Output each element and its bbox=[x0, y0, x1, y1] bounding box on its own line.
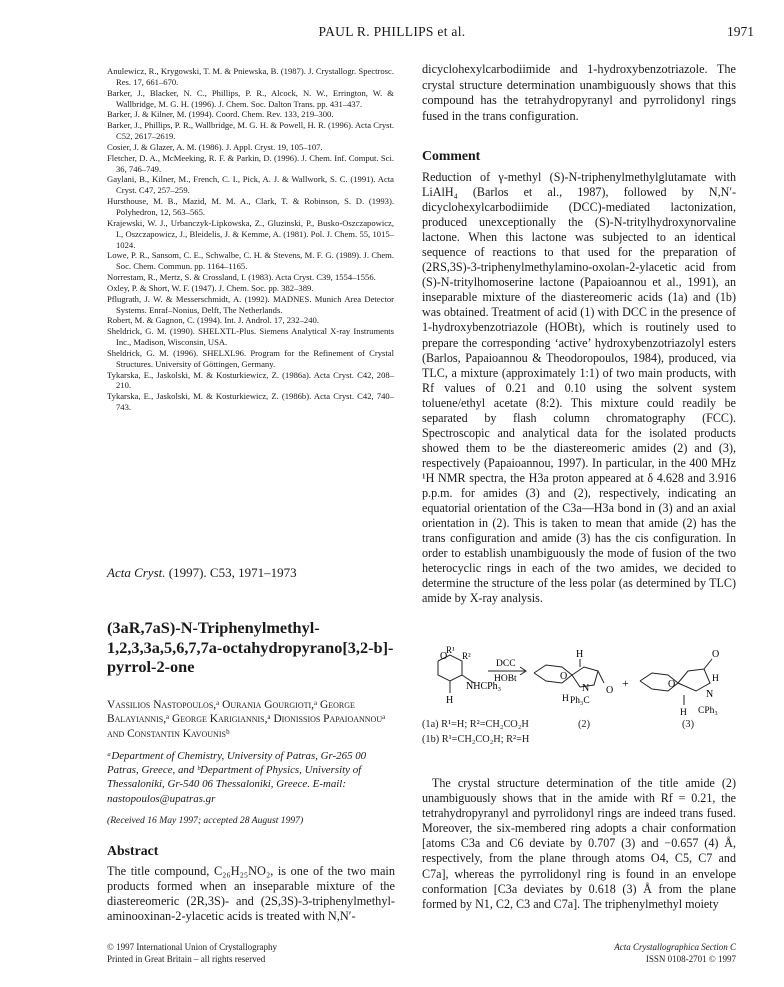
affiliation: ᵃDepartment of Chemistry, University of Patras, Gr-265 00 Patras, Greece, and ᵇDepartment of Physics, University of Thessaloniki, Gr-540 06 Thessaloniki, Greece. E-mail: nastopoulos@upatras.gr bbox=[107, 750, 367, 805]
atom-o-carbonyl-2: O bbox=[606, 685, 614, 696]
reference: Sheldrick, G. M. (1996). SHELXL96. Program for the Refinement of Crystal Structures. University of Göttingen, Germany. bbox=[107, 347, 394, 369]
structure-discussion: The crystal structure determination of the title amide (2) unambiguously shows that in the amide with Rf = 0.21, the tetrahydropyranyl and pyrrolidonyl rings are indeed trans fused. Moreover, the six-membered ring adopts a chair conformation [atoms C3a and C6 deviate by 0.707 (3) and −0.657 (4) Å, respectively, from the plane through atoms O4, C5, C7 and C7a], whereas the pyrrolidonyl ring is found in an envelope conformation [C3a deviates by 0.618 (3) Å from the plane formed by N1, C2, C3 and C7a]. The triphenylmethyl moiety bbox=[422, 776, 736, 911]
abstract-heading: Abstract bbox=[107, 843, 159, 858]
plus-sign: + bbox=[622, 676, 629, 690]
author-list: Vassilios Nastopoulos,ᵃ Ourania Gourgioti,ᵃ George Balayiannis,ᵃ George Karigiannis,ᵃ Dionissios Papaioannouᵃ and Constantin Kavounisᵇ bbox=[107, 699, 386, 740]
issn-line: ISSN 0108-2701 © 1997 bbox=[645, 953, 736, 964]
reference: Barker, J. & Kilner, M. (1994). Coord. Chem. Rev. 133, 219–300. bbox=[107, 109, 334, 120]
reference: Krajewski, W. J., Urbanczyk-Lipkowska, Z., Gluzinski, P., Busko-Oszczapowicz, I., Oszczapowicz, J., Bleidelis, J. & Kemme, A. (1981). Pol. J. Chem. 55, 1015–1024. bbox=[107, 217, 394, 250]
reference: Robert, M. & Gagnon, C. (1994). Int. J. Androl. 17, 232–240. bbox=[107, 315, 319, 326]
reference: Tykarska, E., Jaskolski, M. & Kosturkiewicz, Z. (1986b). Acta Cryst. C42, 740–743. bbox=[107, 391, 394, 413]
lactam-ring-3 bbox=[678, 669, 710, 691]
reference-list bbox=[107, 66, 394, 413]
compound-label-3: (3) bbox=[682, 719, 695, 730]
carbonyl-bond-2 bbox=[598, 671, 604, 683]
nh-label: NHCPh₃ bbox=[466, 681, 502, 692]
article-title: (3aR,7aS)-N-Triphenylmethyl-1,2,3,3a,5,6,7,7a-octahydropyrano[3,2-b]-pyrrol-2-one bbox=[107, 618, 394, 676]
reference: Hursthouse, M. B., Mazid, M. M. A., Clark, T. & Robinson, S. D. (1993). Polyhedron, 12, 563–565. bbox=[107, 196, 394, 217]
reference: Gaylani, B., Kilner, M., French, C. I., Pick, A. J. & Wallwork, S. C. (1991). Acta Cryst. C47, 257–259. bbox=[107, 174, 394, 196]
reaction-scheme bbox=[422, 645, 736, 760]
reference: Barker, J., Blacker, N. C., Phillips, P. R., Alcock, N. W., Errington, W. & Wallbridge, M. G. H. (1996). J. Chem. Soc. Dalton Trans. pp. 431–437. bbox=[107, 87, 394, 109]
abstract-text: The title compound, C₂₆H₂₅NO₂, is one of the two main products formed when an inseparable mixture of the diastereomeric (2R,3S)- and (2S,3S)-3-triphenylmethyl-aminooxinan-2-ylacetic acids is treated with N,N′- bbox=[107, 864, 395, 924]
atom-o-carbonyl-3: O bbox=[712, 649, 720, 660]
journal-name: Acta Crystallographica Section C bbox=[614, 942, 736, 952]
reference: Oxley, P. & Short, W. F. (1947). J. Chem. Soc. pp. 382–389. bbox=[107, 282, 314, 293]
received-dates: (Received 16 May 1997; accepted 28 August 1997) bbox=[107, 815, 304, 826]
citation-volume: C53, 1971–1973 bbox=[209, 565, 297, 580]
compound-label-1b: (1b) R¹=CH₂CO₂H; R²=H bbox=[422, 734, 530, 745]
abstract-continuation: dicyclohexylcarbodiimide and 1-hydroxybenzotriazole. The crystal structure determination unambiguously shows that this compound has the tetrahydropyranyl and pyrrolidonyl rings fused in the trans configuration. bbox=[422, 62, 736, 123]
page-number: 1971 bbox=[727, 24, 754, 39]
atom-o-1: O bbox=[440, 651, 448, 662]
reference: Sheldrick, G. M. (1990). SHELXTL-Plus. Siemens Analytical X-ray Instruments Inc., Madison, Wisconsin, USA. bbox=[107, 326, 394, 348]
reference: Lowe, P. R., Sansom, C. E., Schwalbe, C. H. & Stevens, M. F. G. (1989). J. Chem. Soc. Chem. Commun. pp. 1164–1165. bbox=[107, 250, 394, 272]
comment-heading: Comment bbox=[422, 148, 481, 163]
copyright-line: © 1997 International Union of Crystallography bbox=[107, 942, 278, 952]
reference: Tykarska, E., Jaskolski, M. & Kosturkiewicz, Z. (1986a). Acta Cryst. C42, 208–210. bbox=[107, 369, 394, 391]
atom-o-2: O bbox=[560, 671, 568, 682]
page-header bbox=[0, 14, 784, 38]
atom-n-3: N bbox=[706, 689, 714, 700]
reagent-hobt: HOBt bbox=[494, 674, 517, 684]
r2-label: R² bbox=[462, 651, 471, 661]
reference: Pflugrath, J. W. & Messerschmidt, A. (1992). MADNES. Munich Area Detector Systems. Enraf–Nonius, Delft, The Netherlands. bbox=[107, 293, 394, 315]
reference: Anulewicz, R., Krygowski, T. M. & Pniewska, B. (1987). J. Crystallogr. Spectrosc. Res. 17, 661–670. bbox=[107, 66, 394, 87]
carbonyl-bond-3 bbox=[704, 659, 712, 669]
h-label-2b: H bbox=[562, 694, 569, 704]
reagent-dcc: DCC bbox=[496, 659, 516, 669]
h-label-3: H bbox=[680, 708, 687, 718]
cph3-label: CPh₃ bbox=[698, 706, 718, 716]
copyright-footer bbox=[107, 942, 277, 965]
h-label-3a: H bbox=[712, 674, 719, 684]
citation-journal: Acta Cryst. bbox=[107, 565, 166, 580]
h-label-2: H bbox=[576, 649, 584, 660]
compound-label-2: (2) bbox=[578, 719, 591, 730]
journal-footer bbox=[580, 942, 736, 965]
h-label-1: H bbox=[446, 695, 454, 706]
citation-year: (1997). bbox=[168, 565, 207, 580]
running-title: PAUL R. PHILLIPS et al. bbox=[318, 24, 466, 39]
ph3c-label: Ph₃C bbox=[570, 696, 590, 706]
comment-text: Reduction of γ-methyl (S)-N-triphenylmethylglutamate with LiAlH₄ (Barlos et al., 1987), followed by N,N′-dicyclohexylcarbodiimide (DCC)-mediated lactonization, produced unexceptionally the (S)-N-tritylhydroxynorvaline lactone. When this lactone was subjected to an identical sequence of reactions to that used for the preparation of (2RS,3S)-3-triphenylmethylamino-oxolan-2-ylacetic acid from (S)-N-tritylhomoserine lactone (Papaioannou et al., 1991), an inseparable mixture of the diastereomeric acids (1a) and (1b) was obtained. Treatment of acid (1) with DCC in the presence of 1-hydroxybenzotriazole (HOBt), which is routinely used to prepare the corresponding ‘active’ hydroxybenzotriazolyl esters (Barlos, Papaioannou & Theodoropoulos, 1984), produced, via TLC, a mixture (approximately 1:1) of two main products, with Rf values of 0.21 and 0.10 using the solvent system toluene/ethyl acetate (8:2). This mixture could readily be separated by flash column chromatography (FCC). Spectroscopic and analytical data for the isolated products showed them to be the diastereomeric amides (2) and (3), respectively (Papaioannou, 1997). In particular, in the 400 MHz ¹H NMR spectra, the H3a proton appeared at δ 4.628 and 3.916 p.p.m. for amides (3) and (2), respectively, indicating an equatorial orientation of the C3a—H3a bond in (3) and an axial orientation in (2). This is taken to mean that amide (2) has the trans configuration and amide (3) has the cis configuration. In order to establish unambiguously the mode of fusion of the two heterocyclic rings in each of the two amides, we decided to determine the structure of the less polar (as determined by TLC) amide by X-ray analysis. bbox=[422, 170, 736, 606]
article-citation bbox=[107, 565, 394, 581]
atom-n-2: N bbox=[582, 683, 590, 694]
atom-o-3: O bbox=[668, 679, 676, 690]
reference: Norrestam, R., Mertz, S. & Crossland, I. (1983). Acta Cryst. C39, 1554–1556. bbox=[107, 272, 376, 283]
r1-label: R¹ bbox=[446, 645, 455, 655]
compound-label-1a: (1a) R¹=H; R²=CH₂CO₂H bbox=[422, 719, 529, 730]
printed-line: Printed in Great Britain – all rights reserved bbox=[107, 953, 266, 964]
reference: Barker, J., Phillips, P. R., Wallbridge, M. G. H. & Powell, H. R. (1996). Acta Cryst. C52, 2617–2619. bbox=[107, 120, 394, 142]
reference: Cosier, J. & Glazer, A. M. (1986). J. Appl. Cryst. 19, 105–107. bbox=[107, 141, 323, 152]
reference: Fletcher, D. A., McMeeking, R. F. & Parkin, D. (1996). J. Chem. Inf. Comput. Sci. 36, 746–749. bbox=[107, 152, 394, 174]
